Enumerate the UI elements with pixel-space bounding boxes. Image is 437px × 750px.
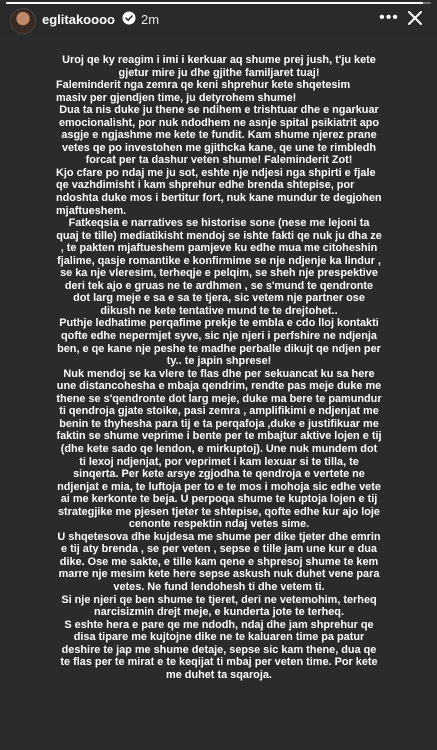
post-time: 2m <box>141 12 160 27</box>
close-icon[interactable] <box>405 8 425 28</box>
story-paragraph: Kjo cfare po ndaj me ju sot, eshte nje ndjesi nga shpirti e fjale qe vazhdimisht i kam shprehur edhe brenda shtepise, por ndoshta duke mos i bertitur fort, nuk kane mundur te degjohen mjaftueshem. <box>56 166 382 217</box>
story-progress-bar <box>6 2 431 4</box>
story-paragraph: U shqetesova dhe kujdesa me shume per dike tjeter dhe emrin e tij aty brenda , se per veten , sepse e tille jam une kur e dua dike. Ose me sakte, e tille kam qene e shpresoj shume te kem marre nje mesim kete here sepse askush nuk duhet vene para vetes. Ne fund lendohesh ti dhe vetem ti. <box>57 530 381 593</box>
username[interactable]: eglitakoooo <box>42 12 115 27</box>
story-paragraph: S eshte hera e pare qe me ndodh, ndaj dhe jam shprehur qe disa tipare me kujtojne dike ne te kaluaren time pa patur deshire te jap me shume detaje, sepse sic kam thene, dua qe te flas per te mirat e te keqijat ti mbaj per veten time. Por kete me duhet ta sqaroja. <box>60 618 378 681</box>
profile-avatar[interactable] <box>10 8 36 34</box>
more-icon[interactable]: ••• <box>379 9 399 26</box>
story-paragraph: Faleminderit nga zemra qe keni shprehur kete shqetesim masiv per gjendjen time, ju detyrohem shume! <box>56 79 351 104</box>
story-paragraph: Si nje njeri qe ben shume te tjeret, deri ne vetemohim, terheq narcisizmin drejt meje, e kunderta jote te terheq. <box>61 593 377 619</box>
story-paragraph: Fatkeqsia e narratives se historise sone (nese me lejoni ta quaj te tille) mediatikisht mendoj se ishte fakti qe nuk ju dha ze , te pakten mjaftueshem pamjeve ku edhe mua me citoheshin fjalime, qasje romantike e konfirmime se nje ndjenje ka lindur , se ka nje vleresim, terheqje e pelqim, se sheh nje prespektive deri tek ajo e gruas ne te ardhmen , se s'mund te qendronte dot larg meje e sa e sa te tjera, sic vetem nje partner ose dikush ne kete tentative mund te te drejtohet.. <box>56 217 382 317</box>
story-progress-fill <box>6 2 423 4</box>
story-header <box>0 0 437 34</box>
story-content[interactable] <box>0 34 437 750</box>
story-paragraph: Dua ta nis duke ju thene se ndihem e trishtuar dhe e ngarkuar emocionalisht, por nuk ndodhem ne asnje spital psikiatrit apo asgje e ngjashme me kete te fundit. Kam shume njerez prane vetes qe po investohen me gjithcka kane, qe une te rimbledh forcat per ta dashur veten shume! Faleminderit Zot! <box>58 104 380 167</box>
story-paragraph: Nuk mendoj se ka vlere te flas dhe per sekuancat ku sa here une distancohesha e mbaja qendrim, rendte pas meje duke me thene se s'qendronte dot larg meje, duke ma bere te pamundur ti qendroja gjate stoike, pasi zemra , amplifikimi e ndjenjat me benin te thyhesha para tij e ta perqafoja ,duke e justifikuar me faktin se shume veprime i bente per te mbajtur aktive lojen e tij (dhe kete sado qe lendon, e mirkuptoj). Une nuk mundem dot ti lexoj ndjenjat, por veprimet i kam lexuar si te tilla, te sinqerta. Per kete arsye zgjodha te qendroja e vertete ne ndjenjat e mia, te luftoja per to e te mos i mohoja sic edhe vete ai me kerkonte te beja. U perpoqa shume te kuptoja lojen e tij strategjike me pjesen tjeter te shtepise, qofte edhe kur ajo loje cenonte respektin ndaj vetes sime. <box>56 367 382 531</box>
story-paragraph: Puthje ledhatime perqafime prekje te embla e cdo lloj kontakti qofte edhe nepermjet syve, sic nje njeri i perfshire ne ndjenja ben, e qe kane nje peshe te madhe perballe dikujt qe ndjen per ty.. te japin shprese! <box>57 317 381 368</box>
story-text <box>56 54 382 681</box>
verified-badge-icon <box>122 11 136 25</box>
story-paragraph: Uroj qe ky reagim i imi i kerkuar aq shume prej jush, t'ju kete gjetur mire ju dhe gjithe familjaret tuaj! <box>62 54 376 79</box>
